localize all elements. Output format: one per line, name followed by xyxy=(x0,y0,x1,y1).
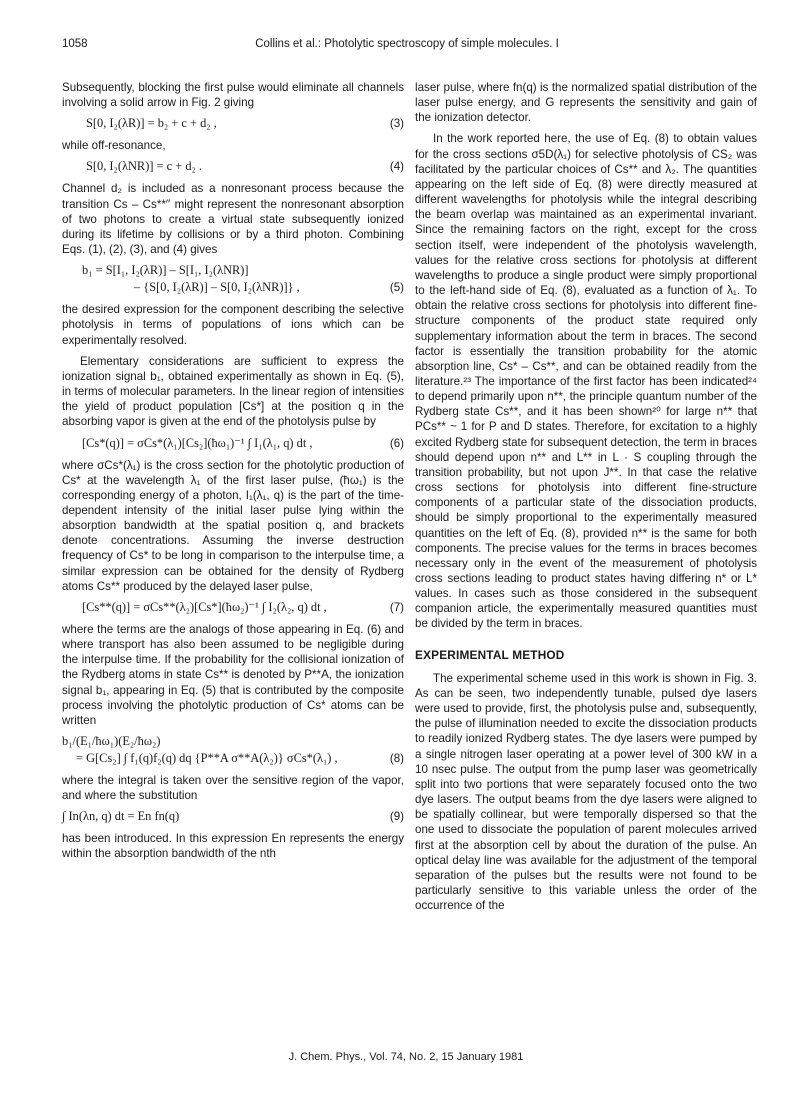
equation-3 xyxy=(62,115,404,132)
equation-number: (3) xyxy=(389,117,404,131)
paragraph: Subsequently, blocking the first pulse would eliminate all channels involving a solid arrow in Fig. 2 giving xyxy=(62,81,404,110)
page-number: 1058 xyxy=(62,38,88,50)
page-footer: J. Chem. Phys., Vol. 74, No. 2, 15 January 1981 xyxy=(288,1051,524,1063)
equation-number: (4) xyxy=(389,160,404,174)
page-header xyxy=(62,38,752,56)
paragraph: Channel d₂ is included as a nonresonant process because the transition Cs – Cs**′′ might represent the nonresonant absorption of two photons to create a virtual state subsequently ionized during its lifetime by collisions or by a third photon. Combining Eqs. (1), (2), (3), and (4) gives xyxy=(62,182,404,257)
section-heading: EXPERIMENTAL METHOD xyxy=(415,647,565,662)
equation-5 xyxy=(62,262,404,296)
paragraph: the desired expression for the component describing the selective photolysis in terms of populations of ions which can be experimentally resolved. xyxy=(62,303,404,347)
paragraph: where the integral is taken over the sensitive region of the vapor, and where the substitution xyxy=(62,774,404,803)
equation-9 xyxy=(62,808,404,825)
equation-4 xyxy=(62,158,404,175)
equation-6 xyxy=(62,435,404,452)
equation-body: ∫ In(λn, q) dt = En fn(q) xyxy=(62,809,180,824)
paragraph: where σCs*(λ₁) is the cross section for the photolytic production of Cs* at the wavelength λ₁ of the first laser pulse, (ħω₁) is the corresponding energy of a photon, I₁(λ₁, q) is the part of the time-dependent intensity of the initial laser pulse lying within the absorption bandwidth at the spatial position q, and brackets denote concentrations. Assuming the inverse destruction frequency of Cs* to be long in comparison to the interpulse time, a similar expression can be obtained for the density of Rydberg atoms Cs** produced by the delayed laser pulse, xyxy=(62,458,404,593)
equation-number: (7) xyxy=(389,600,404,614)
equation-number: (5) xyxy=(389,281,404,295)
equation-number: (8) xyxy=(389,752,404,765)
paragraph: while off-resonance, xyxy=(62,139,166,153)
running-title: Collins et al.: Photolytic spectroscopy of simple molecules. I xyxy=(255,38,559,50)
equation-number: (9) xyxy=(389,810,404,824)
equation-number: (6) xyxy=(389,436,404,450)
equation-body: [Cs**(q)] = σCs**(λ₂)[Cs*](ħω₂)⁻¹ ∫ I₂(λ₂, q) dt , xyxy=(82,599,327,614)
equation-line: b₁ = S[I₁, I₂(λR)] – S[I₁, I₂(λNR)] xyxy=(82,263,249,278)
equation-body: [Cs*(q)] = σCs*(λ₁)[Cs₂](ħω₁)⁻¹ ∫ I₁(λ₁, q) dt , xyxy=(82,435,313,450)
paragraph: In the work reported here, the use of Eq. (8) to obtain values for the cross sections σ5D(λ₁) for selective photolysis of CS₂ was facilitated by the particular choices of Cs** and λ₂. The quantities appearing on the left side of Eq. (8) were directly measured at different wavelengths for photolysis while the integral describing the beam overlap was maintained as an experimental invariant. Since the remaining factors on the right, except for the cross section itself, were independent of the photolysis wavelength, values for the relative cross sections for photolysis at different wavelengths to produce a single product were simply proportional to the left-hand side of Eq. (8), evaluated as a function of λ₁. To obtain the relative cross sections for photolysis into different fine-structure components of the product state required only supplementary information about the term in braces. The second factor is essentially the transition probability for the atomic absorption line, Cs* – Cs**, and can be obtained readily from the literature.²³ The importance of the first factor has been indicated²⁴ to depend primarily upon n**, the principle quantum number of the Rydberg state Cs**, and it has been shown²⁰ for large n** that PCs** ~ 1 for P and D states. Therefore, for excitation to a highly excited Rydberg state for subsequent detection, the term in braces should depend upon n** and L** in L · S coupling through the transition probability, but not upon J**. In that case the relative cross sections for photolysis into different fine-structure components of a particular state of the dissociation products, should be simply proportional to the experimentally measured quantities on the left of Eq. (8), provided n** is the same for both components. The precise values for the terms in braces becomes necessary only in the event of the measurement of photolysis cross sections leading to product states having differing n* or L* values. In cases such as those considered in the subsequent companion article, the experimentally measured quantities must be divided by the term in braces. xyxy=(415,132,757,631)
equation-7 xyxy=(62,599,404,616)
paragraph: Elementary considerations are sufficient to express the ionization signal b₁, obtained experimentally as shown in Eq. (5), in terms of molecular parameters. In the linear region of intensities the yield of product population [Cs*] at the position q in the absorbing vapor is given at the end of the photolysis pulse by xyxy=(62,354,404,429)
equation-8 xyxy=(62,733,404,767)
paragraph: where the terms are the analogs of those appearing in Eq. (6) and where transport has also been assumed to be negligible during the interpulse time. If the probability for the collisional ionization of the Rydberg atoms in state Cs** is denoted by P**A, the ionization signal b₁, appearing in Eq. (5) that is contributed by the composite process involving the photolytic production of Cs* atoms can be written xyxy=(62,622,404,727)
equation-line: b₁/(E₁/ħω₁)(E₂/ħω₂) xyxy=(62,734,161,748)
equation-line: = G[Cs₂] ∫ f₁(q)f₂(q) dq {P**A σ**A(λ₂)} σCs*(λ₁) , xyxy=(76,751,338,765)
paragraph: has been introduced. In this expression En represents the energy within the absorption bandwidth of the nth xyxy=(62,832,404,861)
right-column xyxy=(415,80,757,913)
equation-body: S[0, I₂(λR)] = b₂ + c + d₂ , xyxy=(86,116,217,131)
equation-line: – {S[0, I₂(λR)] – S[0, I₂(λNR)]} , xyxy=(134,280,300,295)
equation-body: S[0, I₂(λNR)] = c + d₂ . xyxy=(86,159,203,174)
paragraph: laser pulse, where fn(q) is the normalized spatial distribution of the laser pulse energy, and G represents the sensitivity and gain of the ionization detector. xyxy=(415,81,757,125)
paragraph: The experimental scheme used in this work is shown in Fig. 3. As can be seen, two independently tunable, pulsed dye lasers were used to provide, first, the photolysis pulse and, subsequently, the pulse of illumination needed to excite the dissociation products to readily ionized Rydberg states. The dye lasers were pumped by a single nitrogen laser operating at a power level of 300 kW in a 10 nsec pulse. The output from the pump laser was geometrically split into two portions that were separately focused onto the two dye lasers. The output beams from the dye lasers were aligned to be spatially collinear, but were temporally dispersed so that the one used to dissociate the population of parent molecules arrived first at the absorption cell by about the duration of the pulse. An optical delay line was available for the adjustment of the temporal separation of the pulses but the results were not found to be particularly sensitive to this variable unless the order of the occurrence of the xyxy=(415,671,757,913)
left-column xyxy=(62,80,404,862)
